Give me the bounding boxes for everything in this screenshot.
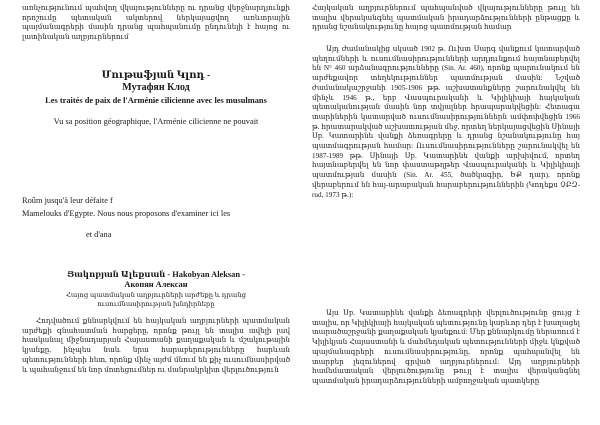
article2-subtitle: Հայոց պատմական աղբյուրների արժեքը և դրանց ուսումնասիրության խնդիրները (65, 292, 247, 308)
article2-body: Հոդվածում քննարկվում են հայկական աղբյուրների պատմական արժեքի գնահատման հարցերը, որոնք թույլ են տալիս ավելի լավ հասկանալ միջնադարյան Հայաստանի քաղաքական և մշակութային կյանքը, ինչպես նաև նրա հարաբերությունները հարևան պետությունների հետ, որոնք մինչ այժմ մնում են քիչ ուսումնասիրված և պահանջում են նոր մոտեցումներ ու մանրակրկիտ վերլուծություն (22, 317, 290, 374)
article2-title-russian: Акопян Алексан (124, 280, 188, 289)
article-paragraph-3: Mamelouks d'Egypte. Nous nous proposons d'examiner ici les (22, 209, 231, 218)
article-title-russian: Мутафян Клод (122, 82, 190, 93)
article-paragraph-2: Roûm jusqu'à leur défaite f (22, 196, 113, 205)
article-paragraph-4: et d'ana (86, 230, 112, 239)
right-column (312, 4, 580, 409)
article2-title-armenian: Յակոբյան Ալեքսան - Hakobyan Aleksan - (67, 270, 245, 279)
intro-paragraph: առնչությունում պահվող վկայությունները ու դրանց վերջնարդյունքի որոշումը պետական ակտերով ներկայացվող առևտրային պայմանագրերի մասին դրանց պահպանումը ընդունելի է հայոց ու լատինական աղբյուրներում (22, 4, 290, 42)
right-paragraph-1: Հայկական աղբյուրներում պահպանված վկայությունները թույլ են տալիս վերականգնել պատմական իրադարձությունների ընթացքը և դրանց նշանակությունը հայոց պատմության համար (312, 4, 580, 32)
article-title-armenian: Մութաֆյան Կլոդ - (101, 70, 211, 81)
right-paragraph-2: Այդ ժամանակից սկսած 1902 թ. Ուխտ Սարգ վանքում կատարված պեղումների և ուսումնասիրությունների արդյունքում հայտնաբերվել են N° 460 արձանագրությունները (Sin. Ar. 460), որոնք պարունակում են արժեքավոր տեղեկություններ պատմության մասին: Նշված ժամանակաշրջանի 1905-1906 թթ. աշխատանքները շարունակվել են մինչև 1946 թ., երբ Վասպուրականի և Կիլիկիայի հայկական պետականության մասին նոր տվյալներ հրապարակվեցին: Հետագա տարիներին կատարված ուսումնասիրություններն ամփոփվեցին 1966 թ. հրատարակված աշխատության մեջ, որտեղ ներկայացվեցին Սինայի Սբ. Կատարինե վանքի ձեռագրերը և դրանց նշանակությունը հայ պատմագրության համար: Ուսումնասիրությունները շարունակվել են 1987-1989 թթ. Սինայի Սբ. Կատարինե վանքի արխիվում, որտեղ հայտնաբերվել են նոր փաստաթղթեր Վասպուրականի և Կիլիկիայի պատմության մասին (Sin. Ar. 455, ծածկագիր, ԵՔ դար), որոնք վերաբերում են հայ-արաբական հարաբերություններին (Կոդեքս ՉԲԶ-rud, 1973 թ.): (312, 45, 580, 199)
article-mutafian (22, 70, 290, 240)
article-paragraph-1: Vu sa position géographique, l'Arménie cilicienne ne pouvait (53, 117, 259, 126)
right-paragraph-3: Այս Սբ. Կատարինե վանքի ձեռագրերի վերլուծությունը ցույց է տալիս, որ Կիլիկիայի հայկական պետությունը կարևոր դեր է խաղացել տարածաշրջանի քաղաքական կյանքում: Մեր քննարկումը ներառում է Կիլիկյան Հայաստանի և մահմեդական պետությունների միջև կնքված պայմանագրերի ուսումնասիրությունը, որոնք պահպանվել են տարբեր լեզուներով գրված աղբյուրներում: Այդ աղբյուրների համեմատական վերլուծությունը թույլ է տալիս վերականգնել պատմական իրադարձությունների ամբողջական պատկերը (312, 309, 580, 385)
article-title-french: Les traités de paix de l'Arménie cilicienne avec les musulmans (45, 96, 267, 105)
left-column (22, 4, 290, 377)
article-hakobyan (22, 270, 290, 377)
